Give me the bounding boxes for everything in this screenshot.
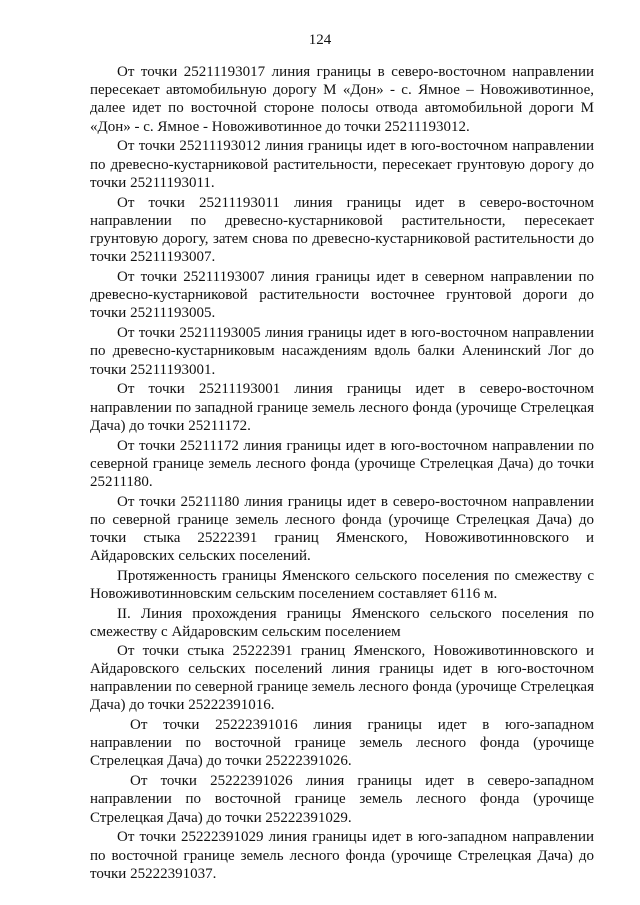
section-heading: II. Линия прохождения границы Яменского сельского поселения по смежеству с Айдаровским сельским поселением: [90, 606, 594, 641]
paragraph-4: От точки 25211193007 линия границы идет в северном направлении по древесно-кустарниковой растительности восточнее грунтовой дороги до точки 25211193005.: [90, 269, 594, 322]
paragraph-5: От точки 25211193005 линия границы идет в юго-восточном направлении по древесно-кустарниковым насаждениям вдоль балки Аленинский Лог до точки 25211193001.: [90, 325, 594, 378]
document-body: [90, 63, 594, 885]
paragraph-8: От точки 25211180 линия границы идет в северо-восточном направлении по северной границе земель лесного фонда (урочище Стрелецкая Дача) до точки стыка 25222391 границ Яменского, Новоживотинновского и Айдаровских сельских поселений.: [90, 493, 594, 565]
paragraph-3: От точки 25211193011 линия границы идет в северо-восточном направлении по древесно-кустарниковой растительности, пересекает грунтовую дорогу, затем снова по древесно-кустарниковой растительности до точки 25211193007.: [90, 194, 594, 266]
paragraph-7: От точки 25211172 линия границы идет в юго-восточном направлении по северной границе земель лесного фонда (урочище Стрелецкая Дача) до точки 25211180.: [90, 437, 594, 491]
boundary-length-summary: Протяженность границы Яменского сельского поселения по смежеству с Новоживотинновским сельским поселением составляет 6116 м.: [90, 568, 594, 603]
paragraph-1: От точки 25211193017 линия границы в северо-восточном направлении пересекает автомобильную дорогу М «Дон» - с. Ямное – Новоживотинное, далее идет по восточной стороне полосы отвода автомобильной дороги М «Дон» - с. Ямное - Новоживотинное до точки 25211193012.: [90, 64, 594, 135]
section-paragraph-2: От точки 25222391016 линия границы идет в юго-западном направлении по восточной границе земель лесного фонда (урочище Стрелецкая Дача) до точки 25222391026.: [90, 717, 594, 770]
section-paragraph-1: От точки стыка 25222391 границ Яменского, Новоживотинновского и Айдаровского сельских поселений линия границы идет в юго-восточном направлении по северной границе земель лесного фонда (урочище Стрелецкая Дача) до точки 25222391016.: [90, 642, 594, 714]
section-paragraph-4: От точки 25222391029 линия границы идет в юго-западном направлении по восточной границе земель лесного фонда (урочище Стрелецкая Дача) до точки 25222391037.: [90, 829, 594, 882]
page-number: 124: [308, 32, 332, 48]
paragraph-2: От точки 25211193012 линия границы идет в юго-восточном направлении по древесно-кустарниковой растительности, пересекает грунтовую дорогу до точки 25211193011.: [90, 138, 594, 191]
paragraph-6: От точки 25211193001 линия границы идет в северо-восточном направлении по западной границе земель лесного фонда (урочище Стрелецкая Дача) до точки 25211172.: [90, 381, 594, 434]
section-paragraph-3: От точки 25222391026 линия границы идет в северо-западном направлении по восточной границе земель лесного фонда (урочище Стрелецкая Дача) до точки 25222391029.: [90, 773, 594, 826]
